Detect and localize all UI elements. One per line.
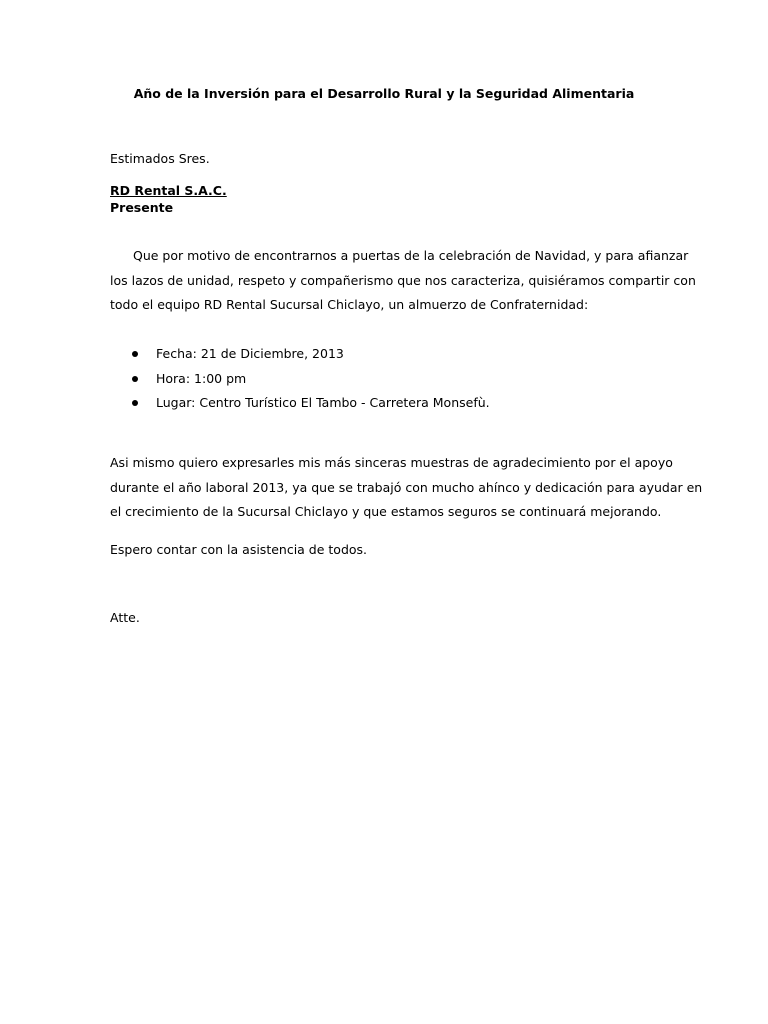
event-location: Lugar: Centro Turístico El Tambo - Carretera Monsefù. — [156, 395, 490, 410]
presente-label: Presente — [110, 200, 174, 215]
paragraph-line: los lazos de unidad, respeto y compañerismo que nos caracteriza, quisiéramos compartir con — [110, 272, 696, 288]
greeting: Estimados Sres. — [110, 151, 210, 166]
paragraph-line: durante el año laboral 2013, ya que se trabajó con mucho ahínco y dedicación para ayudar en — [110, 479, 703, 495]
paragraph-line: Que por motivo de encontrarnos a puertas de la celebración de Navidad, y para afianzar — [133, 248, 689, 263]
list-item — [110, 342, 490, 367]
signoff: Atte. — [110, 610, 140, 625]
bullet-icon — [132, 351, 138, 357]
paragraph-line: el crecimiento de la Sucursal Chiclayo y que estamos seguros se continuará mejorando. — [110, 504, 662, 519]
document-title: Año de la Inversión para el Desarrollo Rural y la Seguridad Alimentaria — [133, 86, 635, 101]
closing-request: Espero contar con la asistencia de todos. — [110, 542, 368, 557]
list-item — [110, 391, 490, 416]
event-time: Hora: 1:00 pm — [156, 370, 247, 386]
company-name: RD Rental S.A.C. — [110, 183, 227, 198]
invitation-paragraph — [110, 244, 696, 318]
event-date: Fecha: 21 de Diciembre, 2013 — [156, 346, 344, 361]
bullet-icon — [132, 376, 138, 382]
bullet-icon — [132, 400, 138, 406]
paragraph-line: todo el equipo RD Rental Sucursal Chiclayo, un almuerzo de Confraternidad: — [110, 297, 589, 312]
list-item — [110, 367, 490, 392]
paragraph-line: Asi mismo quiero expresarles mis más sinceras muestras de agradecimiento por el apoyo — [110, 455, 673, 470]
event-details-list — [110, 342, 490, 416]
gratitude-paragraph — [110, 451, 703, 525]
